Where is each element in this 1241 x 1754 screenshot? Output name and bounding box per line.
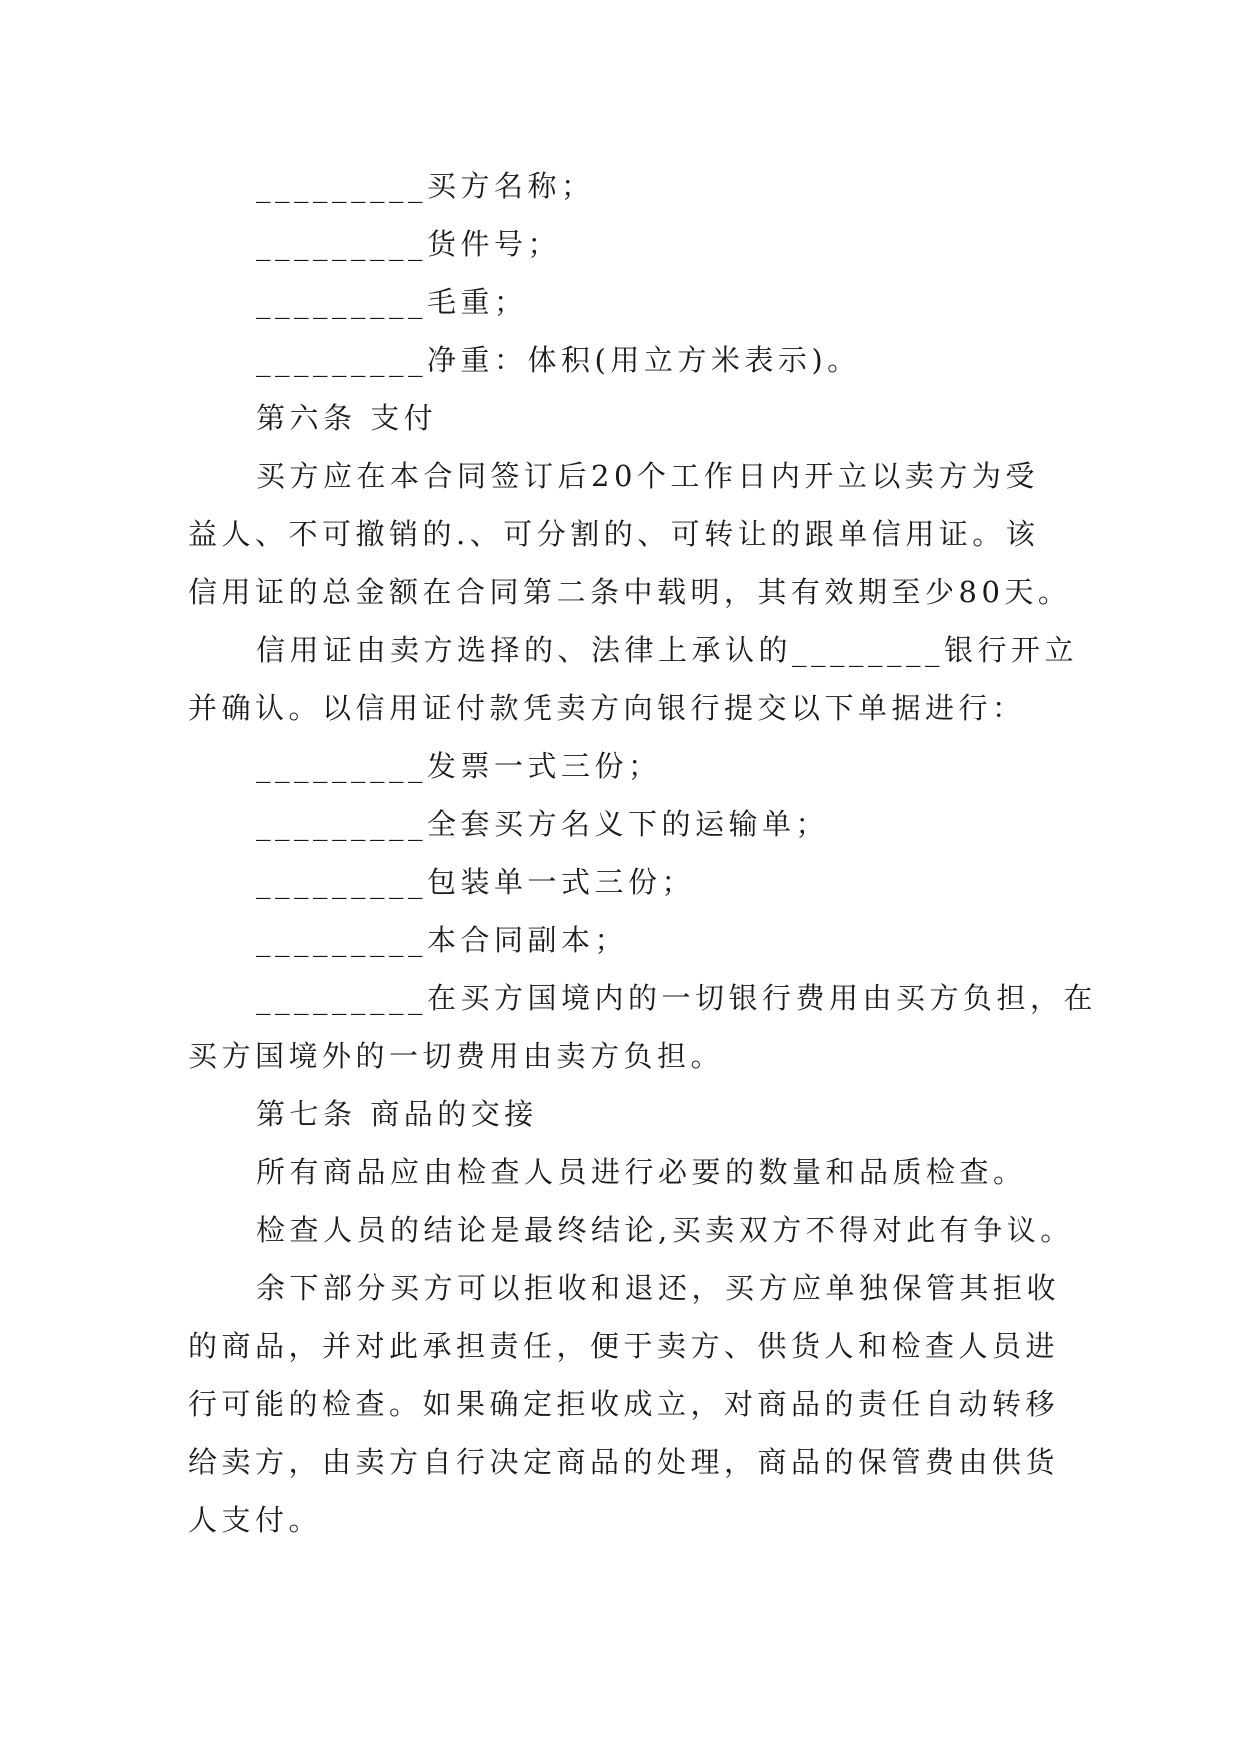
text-line: _________买方名称； xyxy=(256,169,595,203)
text-line: 给卖方，由卖方自行决定商品的处理，商品的保管费由供货 xyxy=(188,1445,1060,1479)
text-line: 信用证的总金额在合同第二条中载明，其有效期至少80天。 xyxy=(188,575,1072,609)
text-line: _________发票一式三份； xyxy=(256,749,662,783)
text-line: 信用证由卖方选择的、法律上承认的________银行开立 xyxy=(256,633,1079,667)
text-line: 并确认。以信用证付款凭卖方向银行提交以下单据进行： xyxy=(188,691,1026,725)
text-line: 买方国境外的一切费用由卖方负担。 xyxy=(188,1039,725,1073)
text-line: _________本合同副本； xyxy=(256,923,629,957)
text-line: _________包装单一式三份； xyxy=(256,865,696,899)
text-line: 余下部分买方可以拒收和退还，买方应单独保管其拒收 xyxy=(256,1271,1061,1305)
text-line: 行可能的检查。如果确定拒收成立，对商品的责任自动转移 xyxy=(188,1387,1060,1421)
text-line: 的商品，并对此承担责任，便于卖方、供货人和检查人员进 xyxy=(188,1329,1060,1363)
text-line: _________净重：体积(用立方米表示)。 xyxy=(256,343,861,377)
text-line: _________货件号； xyxy=(256,227,562,261)
text-line: _________毛重； xyxy=(256,285,528,319)
text-line: 益人、不可撤销的.、可分割的、可转让的跟单信用证。该 xyxy=(188,517,1040,551)
text-line: _________在买方国境内的一切银行费用由买方负担，在 xyxy=(256,981,1098,1015)
section-heading: 第六条 支付 xyxy=(256,401,438,435)
text-line: 买方应在本合同签订后20个工作日内开立以卖方为受 xyxy=(256,459,1039,493)
text-line: _________全套买方名义下的运输单； xyxy=(256,807,830,841)
section-heading: 第七条 商品的交接 xyxy=(256,1097,538,1131)
text-line: 检查人员的结论是最终结论,买卖双方不得对此有争议。 xyxy=(256,1213,1074,1247)
text-line: 所有商品应由检查人员进行必要的数量和品质检查。 xyxy=(256,1155,1027,1189)
text-line: 人支付。 xyxy=(188,1503,323,1537)
